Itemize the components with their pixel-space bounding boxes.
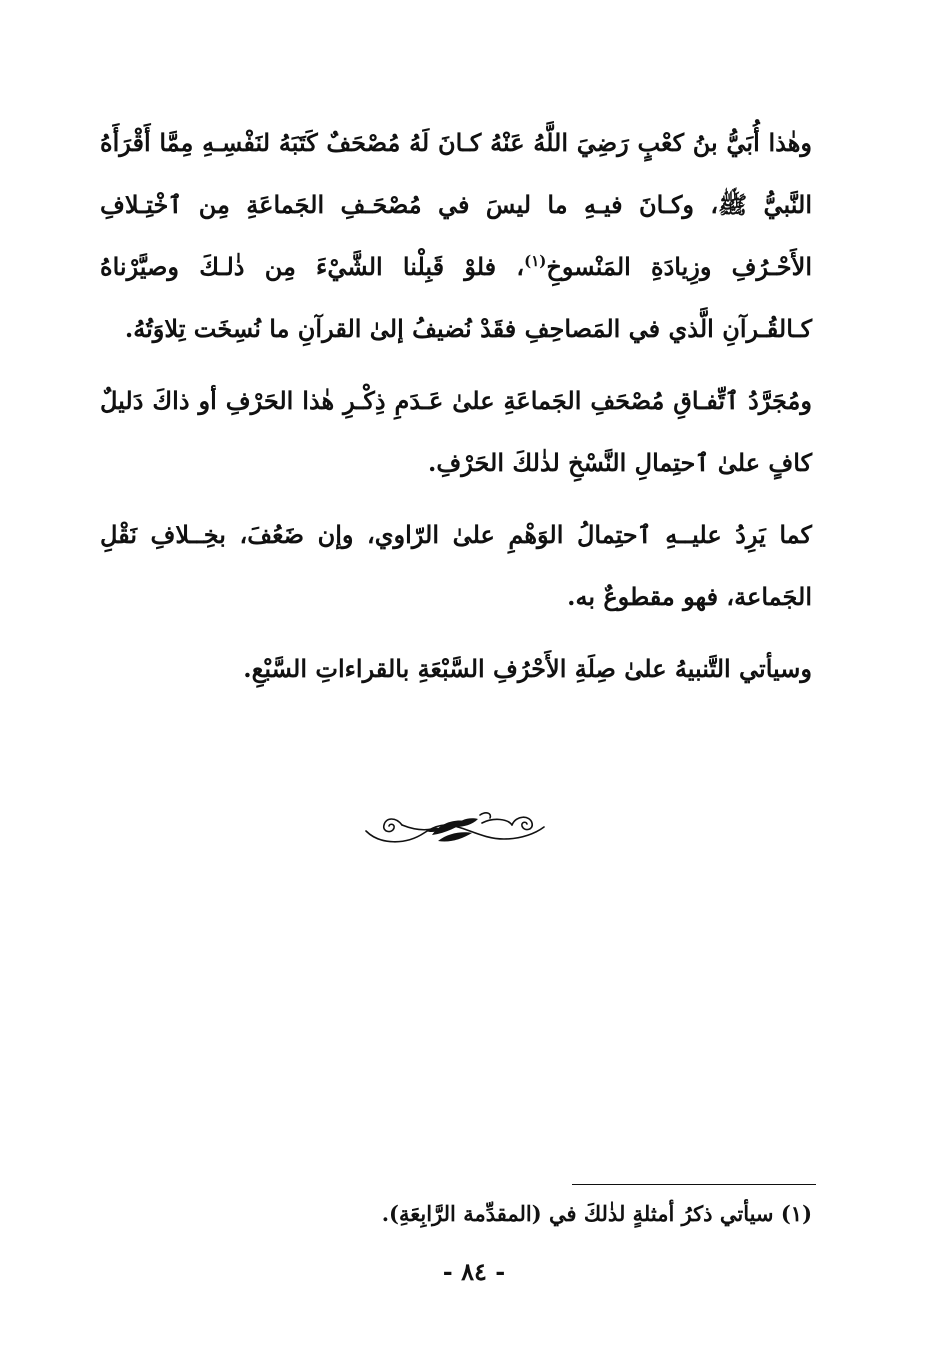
page-number: - ٨٤ - xyxy=(442,1257,506,1286)
footnote-1: (١) سيأتي ذكرُ أمثلةٍ لذٰلكَ في (المقدِّمة الرَّابِعَةِ). xyxy=(381,1201,812,1226)
paragraph-1 xyxy=(100,112,812,360)
paragraph-1-text-before-ref: وهٰذا أُبَيُّ بنُ كعْبٍ رَضِيَ اللَّهُ عَنْهُ كـانَ لَهُ مُصْحَفٌ كَتَبَهُ لنَفْسِـهِ مِمَّا أَقْرَأَهُ النَّبيُّ ﷺ، وكـانَ فيـهِ ما ليسَ في مُصْحَـفِ الجَماعَةِ مِن ٱخْتِـلافِ الأَحْـرُفِ وزِيادَةِ المَنْسوخِ xyxy=(100,128,812,281)
paragraph-2: ومُجَرَّدُ ٱتِّفـاقِ مُصْحَفِ الجَماعَةِ علىٰ عَـدَمِ ذِكْـرِ هٰذا الحَرْفِ أو ذاكَ دَليلٌ كافٍ علىٰ ٱحتِمالِ النَّسْخِ لذٰلكَ الحَرْفِ. xyxy=(100,386,812,477)
paragraph-4: وسيأتي التَّنبيهُ علىٰ صِلَةِ الأَحْرُفِ السَّبْعَةِ بالقراءاتِ السَّبْعِ. xyxy=(243,654,812,683)
footnote-reference-1[interactable]: (١) xyxy=(524,252,547,270)
floral-divider-icon xyxy=(362,805,554,853)
paragraph-1-text-after-ref: ، فلوْ قَبِلْنا الشَّيْءَ مِن ذٰلـكَ وصيَّرْناهُ كـالقُـرآنِ الَّذي في المَصاحِفِ فقَدْ نُضيفُ إلىٰ القرآنِ ما نُسِخَت تِلاوَتُهُ. xyxy=(100,252,812,343)
main-text xyxy=(100,112,812,700)
footnote-separator xyxy=(572,1184,816,1185)
paragraph-3: كما يَرِدُ عليــهِ ٱحتِمالُ الوَهْمِ علىٰ الرّاوي، وإن ضَعُفَ، بخِــلافِ نَقْلِ الجَماعة، فهو مقطوعٌ به. xyxy=(100,520,812,611)
